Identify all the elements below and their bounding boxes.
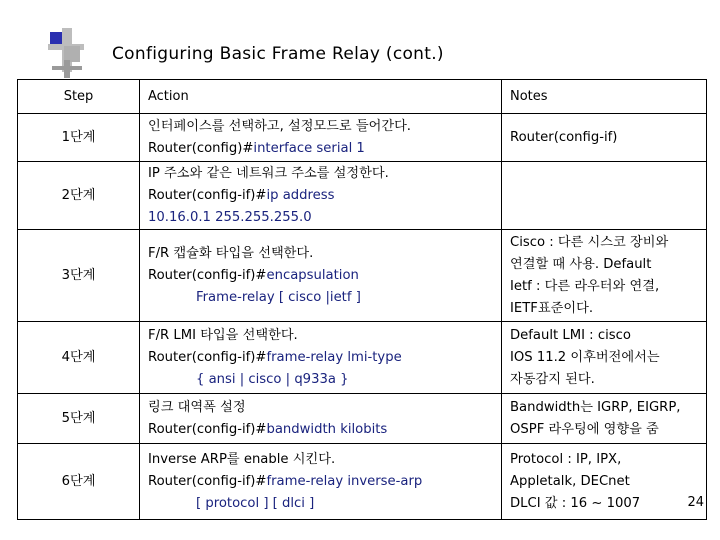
action-text: IP 주소와 같은 네트워크 주소를 설정한다. xyxy=(148,165,389,181)
action-cell xyxy=(140,114,502,162)
table-row xyxy=(18,444,707,520)
action-cell xyxy=(140,322,502,394)
action-command-line xyxy=(148,138,493,160)
notes-cell xyxy=(502,444,707,520)
action-text: 인터페이스를 선택하고, 설정모드로 들어간다. xyxy=(148,118,412,134)
step-cell: 2단계 xyxy=(18,162,140,230)
header-step: Step xyxy=(18,80,140,114)
action-text: Inverse ARP를 enable 시킨다. xyxy=(148,451,336,467)
table-row xyxy=(18,322,707,394)
notes-cell xyxy=(502,322,707,394)
notes-cell xyxy=(502,114,707,162)
step-cell: 6단계 xyxy=(18,444,140,520)
table-row xyxy=(18,114,707,162)
prompt: Router(config-if)# xyxy=(148,267,267,283)
command: frame-relay inverse-arp xyxy=(266,473,423,489)
logo-squares-icon xyxy=(48,28,88,80)
step-cell: 5단계 xyxy=(18,394,140,444)
prompt: Router(config)# xyxy=(148,140,254,156)
command: interface serial 1 xyxy=(253,140,365,156)
command-args: { ansi | cisco | q933a } xyxy=(196,371,349,387)
notes-text: OSPF 라우팅에 영향을 줌 xyxy=(510,421,659,437)
notes-text: 자동감지 된다. xyxy=(510,371,595,387)
notes-cell xyxy=(502,230,707,322)
page-number: 24 xyxy=(687,495,704,510)
command-args: [ protocol ] [ dlci ] xyxy=(196,495,315,511)
notes-text: IETF표준이다. xyxy=(510,300,594,316)
command: bandwidth kilobits xyxy=(266,421,388,437)
command-args: 10.16.0.1 255.255.255.0 xyxy=(148,209,312,225)
notes-text: Appletalk, DECnet xyxy=(510,473,630,489)
action-cell xyxy=(140,230,502,322)
step-cell: 1단계 xyxy=(18,114,140,162)
command: ip address xyxy=(266,187,335,203)
step-cell: 4단계 xyxy=(18,322,140,394)
action-cell xyxy=(140,394,502,444)
header-action: Action xyxy=(140,80,502,114)
action-cell xyxy=(140,162,502,230)
prompt: Router(config-if)# xyxy=(148,473,267,489)
table-header-row xyxy=(18,80,707,114)
table-row xyxy=(18,230,707,322)
command: encapsulation xyxy=(266,267,359,283)
action-text: 링크 대역폭 설정 xyxy=(148,399,246,415)
action-command-line xyxy=(148,347,493,369)
action-command-line xyxy=(148,419,493,441)
prompt: Router(config-if)# xyxy=(148,421,267,437)
table-row xyxy=(18,394,707,444)
notes-cell xyxy=(502,162,707,230)
notes-text: Ietf : 다른 라우터와 연결, xyxy=(510,278,660,294)
notes-text: IOS 11.2 이후버전에서는 xyxy=(510,349,660,365)
step-cell: 3단계 xyxy=(18,230,140,322)
action-command-line xyxy=(148,185,493,207)
prompt: Router(config-if)# xyxy=(148,187,267,203)
prompt: Router(config-if)# xyxy=(148,349,267,365)
command: frame-relay lmi-type xyxy=(266,349,402,365)
header-notes: Notes xyxy=(502,80,707,114)
command-args: Frame-relay [ cisco |ietf ] xyxy=(196,289,361,305)
notes-text: 연결할 때 사용. Default xyxy=(510,256,652,272)
notes-text: Router(config-if) xyxy=(510,129,618,145)
action-text: F/R LMI 타입을 선택한다. xyxy=(148,327,298,343)
action-command-line xyxy=(148,265,493,287)
notes-text: Default LMI : cisco xyxy=(510,327,631,343)
page-title: Configuring Basic Frame Relay (cont.) xyxy=(112,44,444,64)
notes-cell xyxy=(502,394,707,444)
notes-text: DLCI 값 : 16 ~ 1007 xyxy=(510,495,641,511)
action-cell xyxy=(140,444,502,520)
steps-table xyxy=(17,79,707,520)
table-row xyxy=(18,162,707,230)
action-text: F/R 캡슐화 타입을 선택한다. xyxy=(148,245,314,261)
notes-text: Protocol : IP, IPX, xyxy=(510,451,622,467)
notes-text: Cisco : 다른 시스코 장비와 xyxy=(510,234,669,250)
notes-text: Bandwidth는 IGRP, EIGRP, xyxy=(510,399,681,415)
action-command-line xyxy=(148,471,493,493)
